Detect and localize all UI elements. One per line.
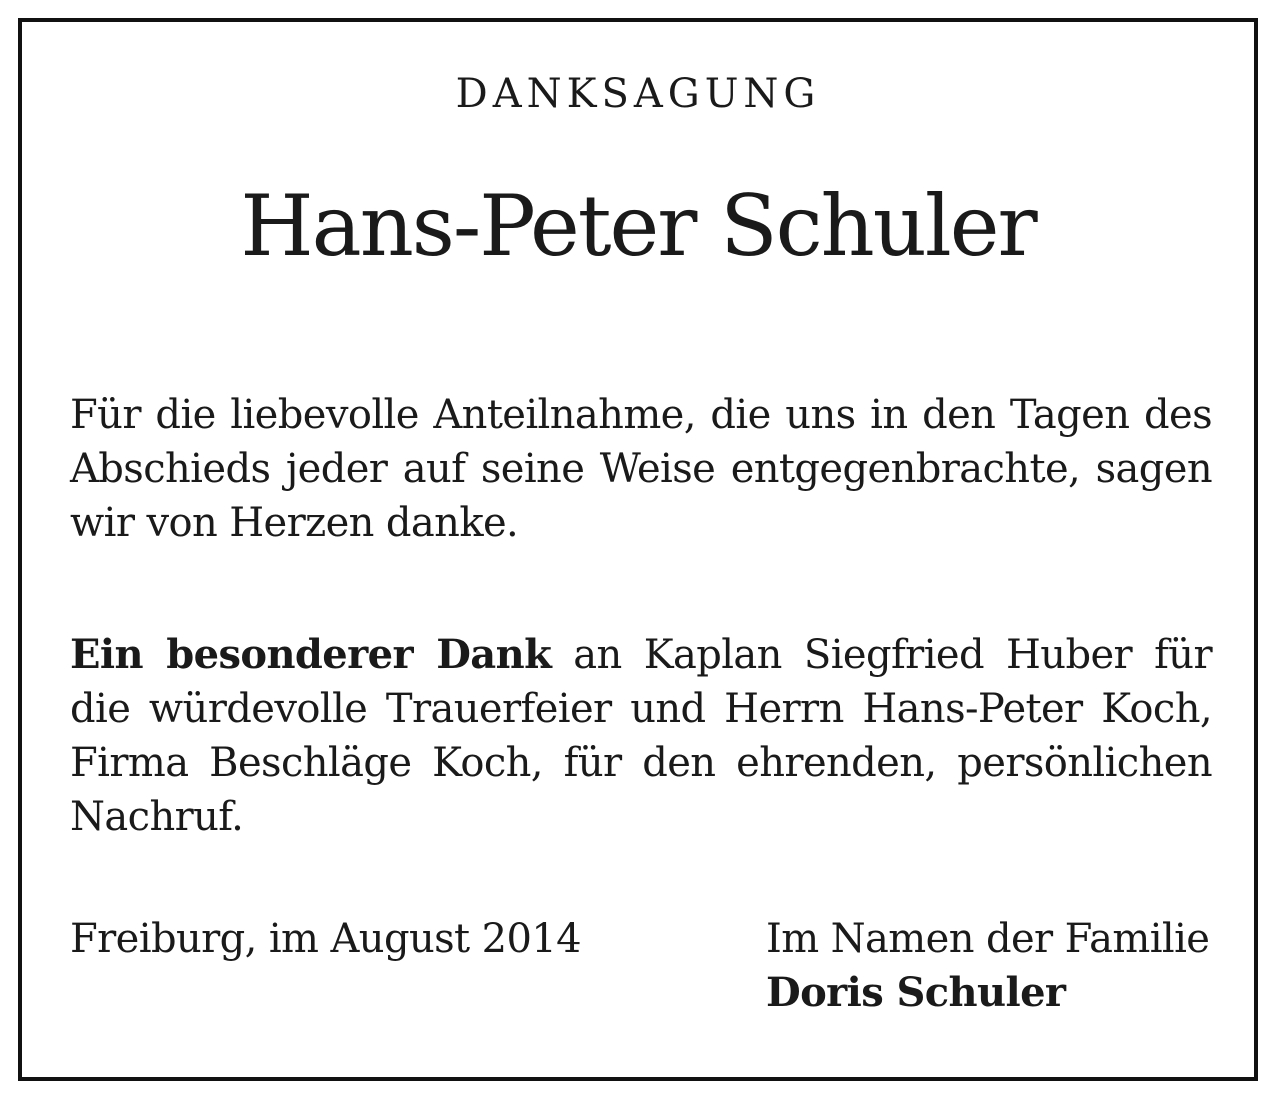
special-thanks-paragraph (70, 628, 1212, 844)
notice-label: DANKSAGUNG (455, 71, 821, 117)
deceased-name: Hans-Peter Schuler (240, 177, 1036, 275)
thanks-paragraph: Für die liebevolle Anteilnahme, die uns in den Tagen des Abschieds jeder auf seine Weise entgegenbrachte, sagen wir von Herzen danke. (70, 392, 1212, 546)
signature-block (766, 912, 1209, 1020)
on-behalf-text: Im Namen der Familie (766, 916, 1210, 962)
obituary-notice (18, 18, 1258, 1081)
place-date: Freiburg, im August 2014 (70, 916, 582, 962)
special-thanks-text: an Kaplan Siegfried Huber für die würdevolle Trauerfeier und Herrn Hans-Peter Koch, Firma Beschläge Koch, für den ehrenden, persönlichen Nachruf. (70, 632, 1212, 840)
special-thanks-lead: Ein besonderer Dank (70, 631, 552, 678)
signer-name: Doris Schuler (766, 969, 1066, 1016)
